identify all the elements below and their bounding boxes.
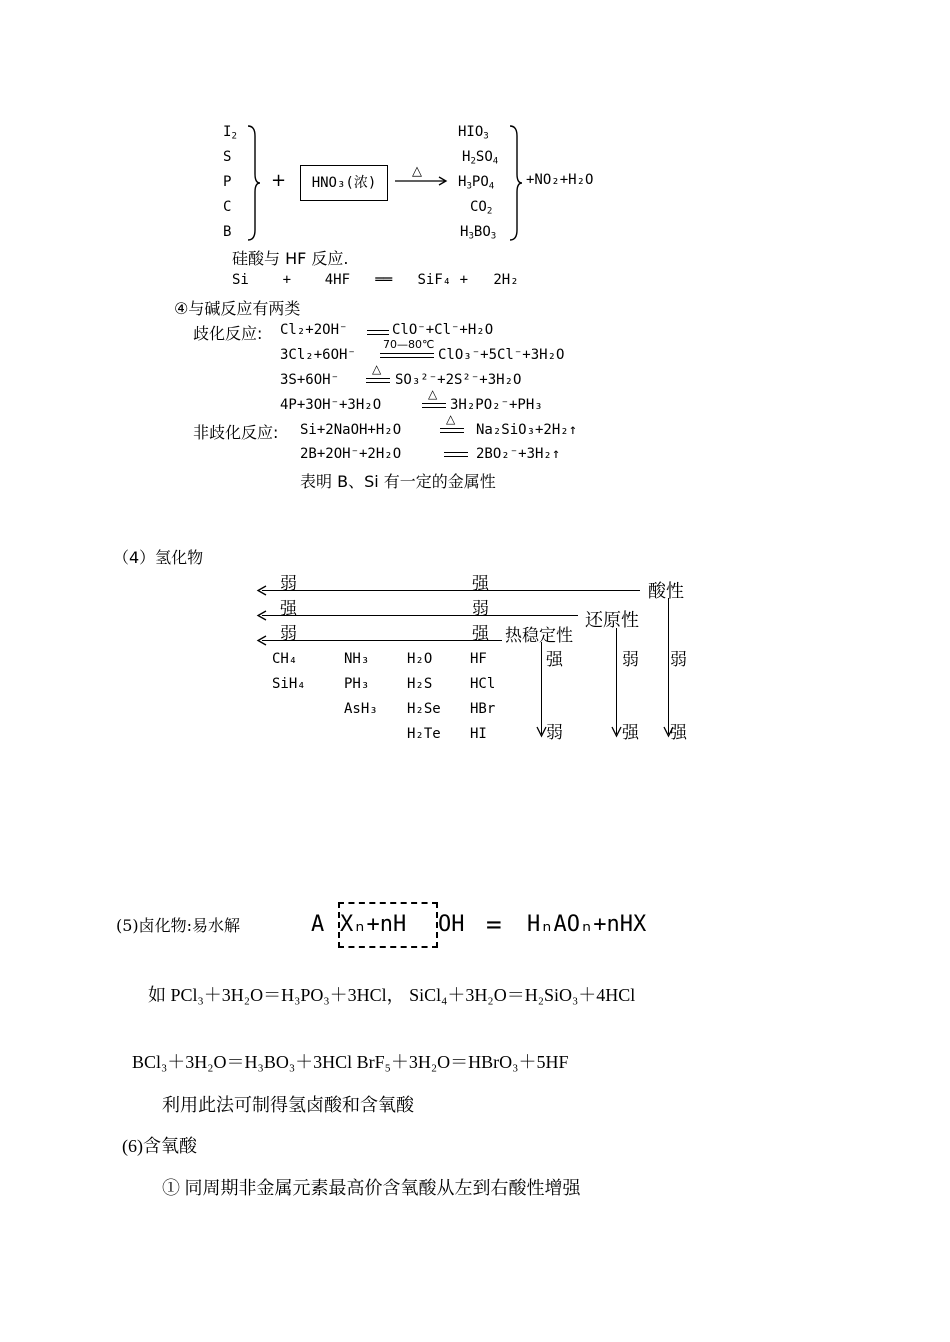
product-hio3: $HIO_3$ bbox=[458, 124, 489, 142]
hydride-hcl: HCl bbox=[470, 676, 496, 692]
row3-arrow-line bbox=[262, 640, 502, 641]
row3-property: 热稳定性 bbox=[505, 626, 573, 646]
example-line1: 如 PCl₃＋3H₂O＝H₃PO₃＋3HCl， SiCl₄＋3H₂O＝H₂SiO₃＋4HCl bbox=[148, 985, 636, 1005]
hf-term: 4HF bbox=[324, 272, 351, 288]
row3-weak: 弱 bbox=[280, 624, 297, 644]
vert3-bottom: 强 bbox=[670, 723, 687, 743]
nondisp-eq2-left: 2B+2OH⁻+2H₂O bbox=[300, 446, 402, 462]
disp-eq2-left: 3Cl₂+6OH⁻ bbox=[280, 347, 356, 363]
disproportion-label: 歧化反应: bbox=[193, 324, 263, 343]
row3-strong: 强 bbox=[472, 624, 489, 644]
row1-strong: 强 bbox=[472, 574, 489, 594]
hydride-ch4: CH₄ bbox=[272, 651, 298, 667]
hydride-h2se: H₂Se bbox=[407, 701, 441, 717]
nondisp-eq1-right: Na₂SiO₃+2H₂↑ bbox=[476, 422, 578, 438]
reactant-b: B bbox=[223, 224, 232, 240]
halide-eq-right: HₙAOₙ+nHX bbox=[527, 912, 647, 937]
hydride-hf: HF bbox=[470, 651, 487, 667]
nondisp-eq1-cond: △ bbox=[446, 412, 456, 426]
column-group17 bbox=[470, 647, 495, 747]
disp-eq1-equals bbox=[367, 330, 389, 335]
halide-eq-box: Xₙ+nH bbox=[340, 912, 407, 937]
hydride-hbr: HBr bbox=[470, 701, 496, 717]
vert2-line bbox=[616, 628, 617, 734]
row1-property: 酸性 bbox=[648, 581, 684, 602]
column-group16 bbox=[407, 647, 441, 747]
reagent-box: HNO₃(浓) bbox=[300, 165, 388, 201]
base-reaction-heading: ④与碱反应有两类 bbox=[174, 299, 301, 318]
reactant-i: $I_2$ bbox=[223, 124, 237, 142]
disp-eq3-right: SO₃²⁻+2S²⁻+3H₂O bbox=[395, 372, 522, 388]
halide-eq-a: A bbox=[311, 912, 325, 937]
disp-eq1-right: ClO⁻+Cl⁻+H₂O bbox=[392, 322, 494, 338]
hydride-ash3: AsH₃ bbox=[344, 701, 378, 717]
si-plus2: + bbox=[459, 272, 469, 288]
vert1-line bbox=[541, 642, 542, 734]
column-group15 bbox=[344, 647, 378, 722]
si-eq-sign: ══ bbox=[375, 272, 393, 288]
product-h3bo3: $H_3BO_3$ bbox=[460, 224, 497, 242]
hydride-ph3: PH₃ bbox=[344, 676, 370, 692]
si-hf-equation bbox=[232, 272, 519, 288]
row1-arrowhead bbox=[256, 585, 268, 597]
sif4-term: SiF₄ bbox=[417, 272, 452, 288]
hydride-nh3: NH₃ bbox=[344, 651, 370, 667]
row2-strong: 弱 bbox=[472, 599, 489, 619]
halide-eq-rest: OH bbox=[438, 912, 465, 937]
disp-eq2-cond: 70—80℃ bbox=[383, 338, 435, 351]
halide-heading: (5)卤化物:易水解 bbox=[116, 916, 241, 935]
vert3-line bbox=[668, 598, 669, 734]
hydride-h2te: H₂Te bbox=[407, 726, 441, 742]
reaction-tail: +NO₂+H₂O bbox=[526, 172, 594, 188]
reactant-brace bbox=[246, 124, 262, 242]
vert3-top: 弱 bbox=[670, 650, 687, 670]
product-brace bbox=[508, 124, 524, 242]
plus-sign: + bbox=[271, 170, 287, 191]
row3-arrowhead bbox=[256, 635, 268, 647]
halide-eq-sign: = bbox=[486, 910, 502, 940]
column-group14 bbox=[272, 647, 306, 697]
oxyacid-heading: (6)含氧酸 bbox=[122, 1136, 197, 1156]
disp-eq4-cond: △ bbox=[428, 387, 438, 401]
row1-weak: 弱 bbox=[280, 574, 297, 594]
disp-eq2-equals bbox=[380, 353, 434, 358]
hydride-h2o: H₂O bbox=[407, 651, 433, 667]
non-disproportion-label: 非歧化反应: bbox=[193, 423, 279, 442]
row2-arrow-line bbox=[262, 615, 578, 616]
delta-symbol: △ bbox=[412, 164, 422, 179]
vert2-bottom: 强 bbox=[622, 723, 639, 743]
disp-eq4-left: 4P+3OH⁻+3H₂O bbox=[280, 397, 382, 413]
disp-eq1-left: Cl₂+2OH⁻ bbox=[280, 322, 348, 338]
disp-eq3-left: 3S+6OH⁻ bbox=[280, 372, 340, 388]
row2-arrowhead bbox=[256, 610, 268, 622]
h2-term: 2H₂ bbox=[493, 272, 519, 288]
nondisp-eq2-equals bbox=[444, 452, 468, 457]
row2-property: 还原性 bbox=[585, 610, 639, 631]
reactant-s: S bbox=[223, 149, 232, 165]
product-co2: $CO_2$ bbox=[470, 199, 493, 217]
hydride-h2s: H₂S bbox=[407, 676, 433, 692]
metallic-note: 表明 B、Si 有一定的金属性 bbox=[300, 472, 496, 491]
vert1-bottom: 弱 bbox=[546, 723, 563, 743]
si-term: Si bbox=[232, 272, 249, 288]
hydride-hi: HI bbox=[470, 726, 487, 742]
product-h2so4: $H_2SO_4$ bbox=[462, 149, 499, 167]
reactant-p: P bbox=[223, 174, 232, 190]
product-h3po4: $H_3PO_4$ bbox=[458, 174, 495, 192]
vert1-top: 强 bbox=[546, 650, 563, 670]
nondisp-eq2-right: 2BO₂⁻+3H₂↑ bbox=[476, 446, 561, 462]
disp-eq4-right: 3H₂PO₂⁻+PH₃ bbox=[450, 397, 543, 413]
silicic-line: 硅酸与 HF 反应. bbox=[232, 249, 349, 268]
nondisp-eq1-equals bbox=[440, 428, 464, 433]
example-line3: 利用此法可制得氢卤酸和含氧酸 bbox=[162, 1095, 414, 1115]
disp-eq2-right: ClO₃⁻+5Cl⁻+3H₂O bbox=[438, 347, 565, 363]
disp-eq3-cond: △ bbox=[372, 362, 382, 376]
row2-weak: 强 bbox=[280, 599, 297, 619]
hydride-sih4: SiH₄ bbox=[272, 676, 306, 692]
nondisp-eq1-left: Si+2NaOH+H₂O bbox=[300, 422, 402, 438]
reaction-arrow bbox=[395, 176, 449, 186]
disp-eq4-equals bbox=[422, 403, 446, 408]
reactant-c: C bbox=[223, 199, 232, 215]
row1-arrow-line bbox=[262, 590, 640, 591]
vert2-top: 弱 bbox=[622, 650, 639, 670]
oxyacid-item1: ① 同周期非金属元素最高价含氧酸从左到右酸性增强 bbox=[162, 1178, 581, 1198]
example-line2: BCl₃＋3H₂O＝H₃BO₃＋3HCl BrF₅＋3H₂O＝HBrO₃＋5HF bbox=[132, 1052, 569, 1072]
hydride-heading: （4）氢化物 bbox=[113, 548, 204, 567]
disp-eq3-equals bbox=[366, 378, 390, 383]
si-plus1: + bbox=[282, 272, 292, 288]
